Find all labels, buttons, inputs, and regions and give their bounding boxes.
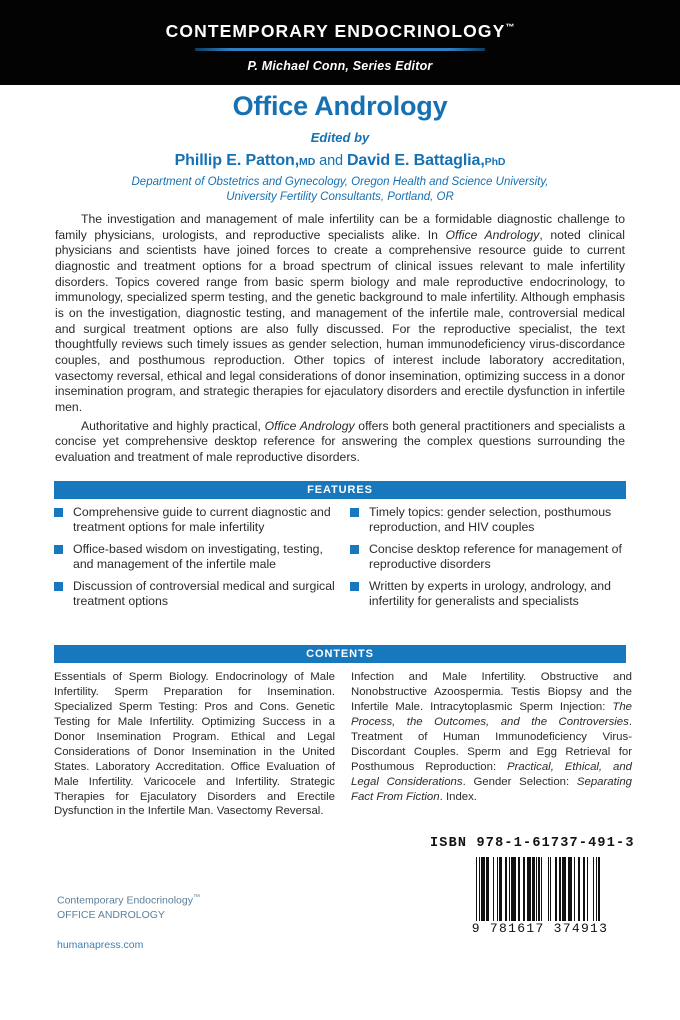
edited-by-label: Edited by	[310, 130, 370, 146]
blurb-p2-italic-title: Office Andrology	[264, 418, 355, 433]
square-bullet-icon	[350, 545, 359, 554]
blurb-p2-b: offers both general practitioners and specialists a concise yet comprehensive desktop reference for answering the complex questions surrounding the evaluation and treatment of male reproductive disorders.	[55, 418, 625, 465]
publisher-imprint	[57, 893, 200, 922]
series-name-text: CONTEMPORARY ENDOCRINOLOGY	[165, 21, 506, 41]
editor-two-name: David E. Battaglia,	[346, 152, 485, 170]
editor-one-degree: MD	[299, 156, 316, 169]
blurb-paragraph-1	[55, 212, 625, 416]
affiliation-line-1: Department of Obstetrics and Gynecology, Oregon Health and Science University,	[131, 176, 549, 189]
publisher-website-link[interactable]: humanapress.com	[57, 939, 144, 951]
contents-header-bar: CONTENTS	[54, 645, 626, 663]
contents-section	[54, 670, 632, 819]
feature-text: Written by experts in urology, andrology, and infertility for generalists and specialists	[369, 579, 611, 608]
blurb-p1-italic-title: Office Andrology	[445, 227, 540, 242]
isbn-label: ISBN 978-1-61737-491-3	[430, 836, 635, 851]
features-header-bar: FEATURES	[54, 481, 626, 499]
page-title: Office Andrology	[232, 91, 448, 121]
editor-one-name: Phillip E. Patton,	[174, 152, 300, 170]
contents-right-italic-2: Practical, Ethical, and Legal Considerations	[351, 760, 632, 788]
feature-text: Comprehensive guide to current diagnostic and treatment options for male infertility	[73, 505, 331, 534]
contents-right-italic-3: Separating Fact From Fiction	[351, 775, 632, 803]
contents-right-part-3: . Gender Selection:	[462, 775, 577, 788]
features-section	[54, 505, 632, 616]
blurb-p1-a: The investigation and management of male infertility can be a formidable diagnostic challenge to family physicians, urologists, and reproductive specialists alike. In	[55, 212, 625, 242]
feature-text: Office-based wisdom on investigating, testing, and management of the infertile male	[73, 542, 323, 571]
square-bullet-icon	[350, 582, 359, 591]
contents-left-column: Essentials of Sperm Biology. Endocrinology of Male Infertility. Sperm Preparation for Insemination. Specialized Sperm Testing: Pros and Cons. Genetic Testing for Male Infertility. Optimizing Success in a Donor Insemination Program. Ethical and Legal Considerations of Donor Insemination in the United States. Laboratory Accreditation. Office Evaluation of Male Infertility. Varicocele and Infertility. Strategic Therapies for Ejaculatory Disorders and Erectile Dysfunction in the Infertile Man. Vasectomy Reversal.	[54, 671, 335, 818]
series-band	[0, 0, 680, 85]
editor-two-degree: PhD	[484, 156, 506, 169]
imprint-book-line: OFFICE ANDROLOGY	[57, 908, 165, 921]
contents-right-italic-1: The Process, the Outcomes, and the Controversies	[351, 700, 632, 728]
editors-conjunction: and	[319, 153, 344, 170]
square-bullet-icon	[54, 508, 63, 517]
trademark-icon: ™	[505, 22, 515, 33]
list-item	[54, 505, 336, 535]
list-item	[350, 505, 632, 535]
series-editor: P. Michael Conn, Series Editor	[247, 58, 433, 73]
barcode-digits: 9 781617 374913	[466, 921, 614, 936]
square-bullet-icon	[54, 545, 63, 554]
features-left-column	[54, 505, 336, 616]
blurb-paragraph-2	[55, 419, 625, 466]
editors-line	[0, 152, 680, 170]
description-blurb	[55, 212, 625, 466]
list-item	[350, 579, 632, 609]
series-divider-rule	[195, 48, 485, 51]
list-item	[54, 542, 336, 572]
title-block	[0, 92, 680, 205]
square-bullet-icon	[350, 508, 359, 517]
affiliation-line-2: University Fertility Consultants, Portland, OR	[226, 191, 454, 204]
barcode	[471, 857, 609, 936]
feature-text: Concise desktop reference for management of reproductive disorders	[369, 542, 622, 571]
affiliation	[0, 175, 680, 204]
square-bullet-icon	[54, 582, 63, 591]
contents-right-part-1: Infection and Male Infertility. Obstructive and Nonobstructive Azoospermia. Testis Biopsy and the Infertile Male. Intracytoplasmic Sperm Injection:	[351, 671, 632, 713]
feature-text: Timely topics: gender selection, posthumous reproduction, and HIV couples	[369, 505, 612, 534]
blurb-p1-b: , noted clinical physicians and scientists have joined forces to create a comprehensive resource guide to current diagnostic and treatment options for a broad spectrum of clinical issues relevant to male infertility disorders. Topics covered range from basic sperm biology and male reproductive endocrinology, to immunology, specialized sperm testing, and the genetic background to male infertility. Although emphasis is on the investigation, diagnostic testing, and management of the infertile male, controversial medical and surgical treatment options are also fully discussed. For the reproductive specialist, the text thoughtfully reviews such timely issues as gender selection, human immunodeficiency virus-discordance couples, and posthumous reproduction. Other topics of interest include laboratory accreditation, vasectomy reversal, ethical and legal considerations of donor insemination, optimizing success in a donor insemination program, and strategic therapies for ejaculatory disorders and erectile dysfunction in infertile men.	[55, 227, 625, 415]
imprint-series-text: Contemporary Endocrinology	[57, 894, 193, 907]
list-item	[350, 542, 632, 572]
barcode-bars	[476, 857, 600, 927]
contents-right-part-4: . Index.	[439, 790, 477, 803]
imprint-series-line	[57, 893, 200, 908]
blurb-p2-a: Authoritative and highly practical,	[81, 418, 265, 433]
feature-text: Discussion of controversial medical and surgical treatment options	[73, 579, 335, 608]
series-name	[0, 0, 680, 41]
contents-right-column	[351, 670, 632, 819]
features-right-column	[350, 505, 632, 616]
list-item	[54, 579, 336, 609]
trademark-icon: ™	[193, 894, 200, 901]
contents-right-part-2: . Treatment of Human Immunodeficiency Virus-Discordant Couples. Sperm and Egg Retrieval for Posthumous Reproduction:	[351, 715, 632, 773]
